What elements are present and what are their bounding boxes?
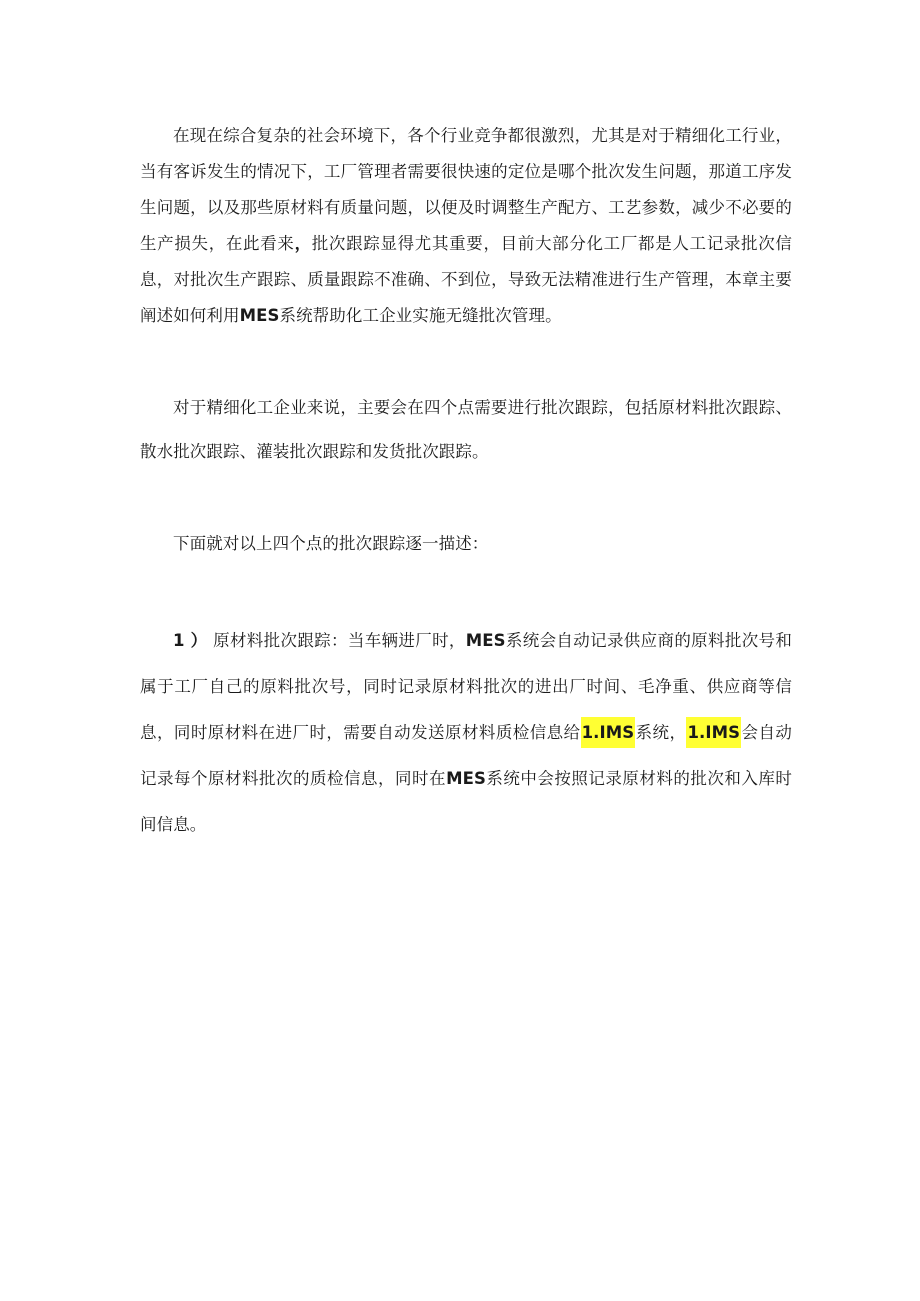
- list-number: 1 ）: [173, 631, 208, 650]
- paragraph-raw-material-tracking: [140, 618, 792, 848]
- intro-text-3: 系统帮助化工企业实施无缝批次管理。: [279, 306, 562, 325]
- intro-bold-comma: ，: [294, 234, 312, 253]
- raw-material-mes-term-1: MES: [465, 631, 506, 650]
- raw-material-text-2: 系统会自动记录供应商的原料批次号和属于工厂自己的原料批次号，同时记录原材料批次的进出厂时间、毛净重、供应商等信息，同时原材料在进厂时，需要自动发送原材料质检信息给: [140, 631, 792, 742]
- tracking-points-text: 对于精细化工企业来说，主要会在四个点需要进行批次跟踪，包括原材料批次跟踪、散水批次跟踪、灌装批次跟踪和发货批次跟踪。: [140, 398, 792, 461]
- paragraph-tracking-points: [140, 386, 792, 474]
- raw-material-text-4: 会自动记录每个原材料批次的质检信息，同时在: [140, 723, 792, 788]
- highlighted-lims-term-2: 1.IMS: [686, 717, 741, 748]
- raw-material-text-3: 系统，: [635, 723, 687, 742]
- paragraph-description-lead: [140, 522, 792, 566]
- raw-material-text-1: 原材料批次跟踪：当车辆进厂时，: [213, 631, 466, 650]
- document-body: [140, 118, 792, 848]
- raw-material-mes-term-2: MES: [446, 769, 486, 788]
- paragraph-intro: [140, 118, 792, 334]
- description-lead-text: 下面就对以上四个点的批次跟踪逐一描述：: [173, 534, 489, 553]
- highlighted-lims-term-1: 1.IMS: [581, 717, 636, 748]
- intro-mes-term: MES: [239, 306, 280, 325]
- raw-material-text-5: 系统中会按照记录原材料的批次和入库时间信息。: [140, 769, 792, 834]
- intro-text-1: 在现在综合复杂的社会环境下，各个行业竞争都很激烈，尤其是对于精细化工行业，当有客诉发生的情况下，工厂管理者需要很快速的定位是哪个批次发生问题，那道工序发生问题，以及那些原材料有质量问题，以便及时调整生产配方、工艺参数，减少不必要的生产损失，在此看来: [140, 126, 792, 253]
- intro-text-2: 批次跟踪显得尤其重要，目前大部分化工厂都是人工记录批次信息，对批次生产跟踪、质量跟踪不准确、不到位，导致无法精准进行生产管理，本章主要阐述如何利用: [140, 234, 792, 325]
